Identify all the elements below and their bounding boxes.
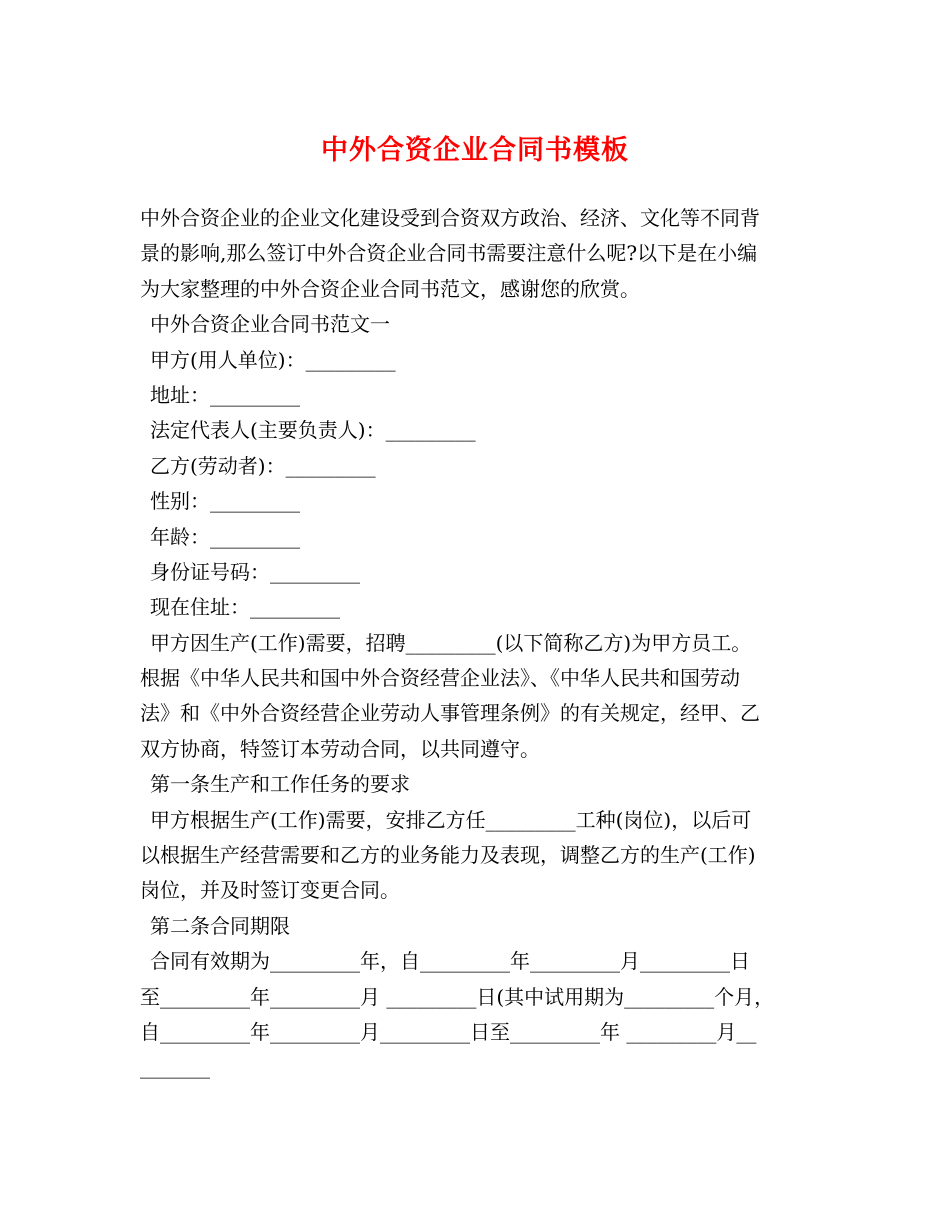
- form-field-gender: 性别：_________: [150, 489, 300, 514]
- form-field-age: 年龄：_________: [150, 524, 300, 549]
- form-field-address: 地址：_________: [150, 382, 300, 407]
- paragraph-line: _______: [140, 1055, 210, 1080]
- paragraph-line: 景的影响,那么签订中外合资企业合同书需要注意什么呢?以下是在小编: [140, 241, 758, 266]
- article-heading: 第一条生产和工作任务的要求: [150, 772, 410, 797]
- paragraph-line: 以根据生产经营需要和乙方的业务能力及表现，调整乙方的生产(工作): [140, 843, 756, 868]
- paragraph-line: 岗位，并及时签订变更合同。: [140, 878, 400, 903]
- paragraph-line: 甲方根据生产(工作)需要，安排乙方任_________工种(岗位)，以后可: [150, 807, 752, 832]
- form-field-party-b: 乙方(劳动者)：_________: [150, 453, 376, 478]
- document-body: [140, 201, 816, 1086]
- paragraph-line: 中外合资企业的企业文化建设受到合资双方政治、经济、文化等不同背: [140, 206, 760, 230]
- form-field-legal-representative: 法定代表人(主要负责人)：_________: [150, 418, 476, 443]
- section-heading: 中外合资企业合同书范文一: [150, 312, 390, 337]
- form-field-current-address: 现在住址：_________: [150, 595, 340, 620]
- paragraph-line: 为大家整理的中外合资企业合同书范文，感谢您的欣赏。: [140, 276, 640, 301]
- form-field-party-a: 甲方(用人单位)：_________: [150, 347, 396, 372]
- paragraph-line: 自_________年_________月_________日至_________年 _________月__: [140, 1019, 757, 1044]
- paragraph-line: 法》和《中外合资经营企业劳动人事管理条例》的有关规定，经甲、乙: [140, 701, 760, 726]
- paragraph-line: 至_________年_________月 _________日(其中试用期为_________个月，: [140, 984, 775, 1009]
- paragraph-line: 根据《中华人民共和国中外合资经营企业法》、《中华人民共和国劳动: [140, 666, 740, 691]
- form-field-id-number: 身份证号码：_________: [150, 559, 360, 584]
- article-heading: 第二条合同期限: [150, 913, 290, 938]
- document-title: 中外合资企业合同书模板: [321, 135, 629, 166]
- paragraph-line: 双方协商，特签订本劳动合同，以共同遵守。: [140, 736, 540, 761]
- paragraph-line: 甲方因生产(工作)需要，招聘_________(以下简称乙方)为甲方员工。: [150, 630, 752, 655]
- paragraph-line: 合同有效期为_________年，自_________年_________月_________日: [150, 949, 750, 974]
